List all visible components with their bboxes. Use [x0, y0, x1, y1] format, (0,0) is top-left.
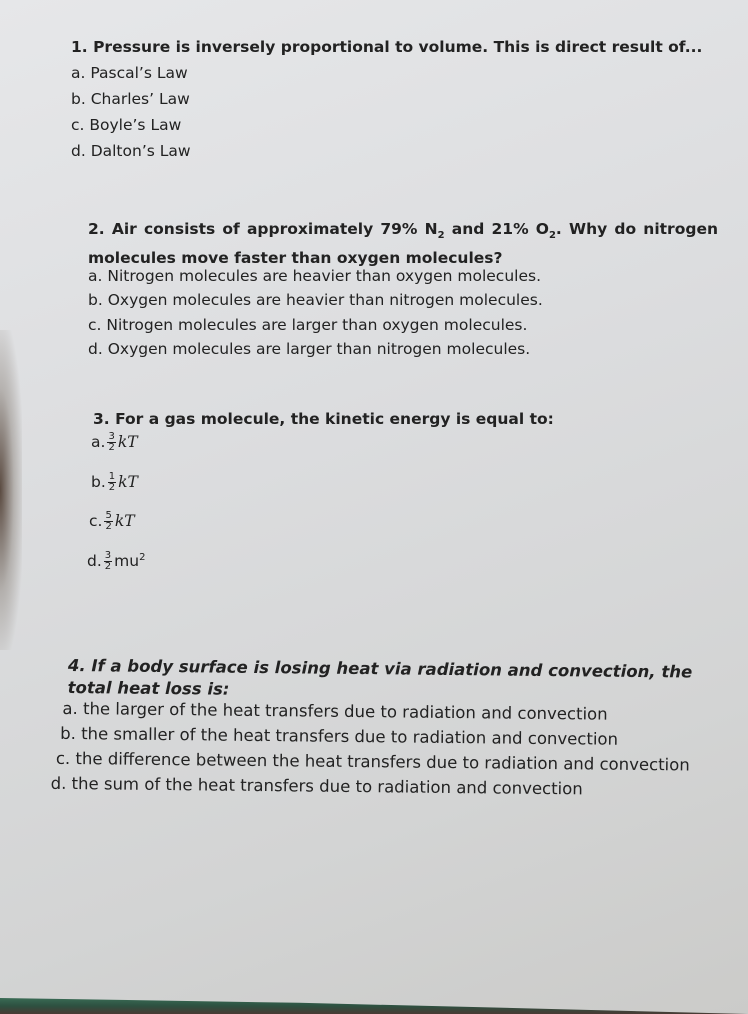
fraction: $\frac{3}{2}$	[104, 550, 112, 572]
option-a: a. Pascal’s Law	[71, 64, 188, 82]
question-2	[88, 218, 718, 358]
option-d: d. $\frac{3}{2}$ $mu^2$	[87, 550, 146, 572]
option-c: c. the difference between the heat transfers due to radiation and convection	[55, 748, 690, 775]
fraction: $\frac{5}{2}$	[105, 510, 112, 532]
option-d: d. the sum of the heat transfers due to radiation and convection	[50, 773, 583, 799]
finger-shadow	[0, 330, 22, 650]
option-a: a. Nitrogen molecules are heavier than oxygen molecules.	[88, 267, 541, 285]
option-a: a. the larger of the heat transfers due to radiation and convection	[62, 698, 608, 724]
option-d: d. Dalton’s Law	[71, 142, 191, 160]
option-b: b. Charles’ Law	[71, 90, 190, 108]
question-3-text: 3. For a gas molecule, the kinetic energy is equal to:	[93, 410, 554, 428]
option-b: b. the smaller of the heat transfers due to radiation and convection	[60, 723, 619, 749]
option-a: a. $\frac{3}{2}$ kT	[91, 431, 138, 453]
question-4-text: 4. If a body surface is losing heat via radiation and convection, the total heat loss is:	[67, 655, 693, 699]
table-edge	[0, 998, 748, 1014]
question-3	[87, 410, 554, 572]
question-2-text: 2. Air consists of approximately 79% $N_2$ and 21% $O_2$. Why do nitrogen molecules move faster than oxygen molecules?	[88, 220, 718, 268]
fraction: $\frac{3}{2}$	[108, 431, 115, 453]
option-c: c. $\frac{5}{2}$ kT	[89, 510, 135, 532]
option-c: c. Boyle’s Law	[71, 116, 182, 134]
option-c: c. Nitrogen molecules are larger than oxygen molecules.	[88, 316, 528, 334]
fraction: $\frac{1}{2}$	[108, 471, 116, 493]
option-b: b. $\frac{1}{2}$ kT	[91, 471, 138, 493]
option-d: d. Oxygen molecules are larger than nitrogen molecules.	[88, 340, 531, 358]
question-1-text: 1. Pressure is inversely proportional to volume. This is direct result of...	[71, 38, 703, 56]
option-b: b. Oxygen molecules are heavier than nitrogen molecules.	[88, 291, 543, 309]
question-1	[71, 38, 703, 160]
question-4	[50, 655, 718, 799]
